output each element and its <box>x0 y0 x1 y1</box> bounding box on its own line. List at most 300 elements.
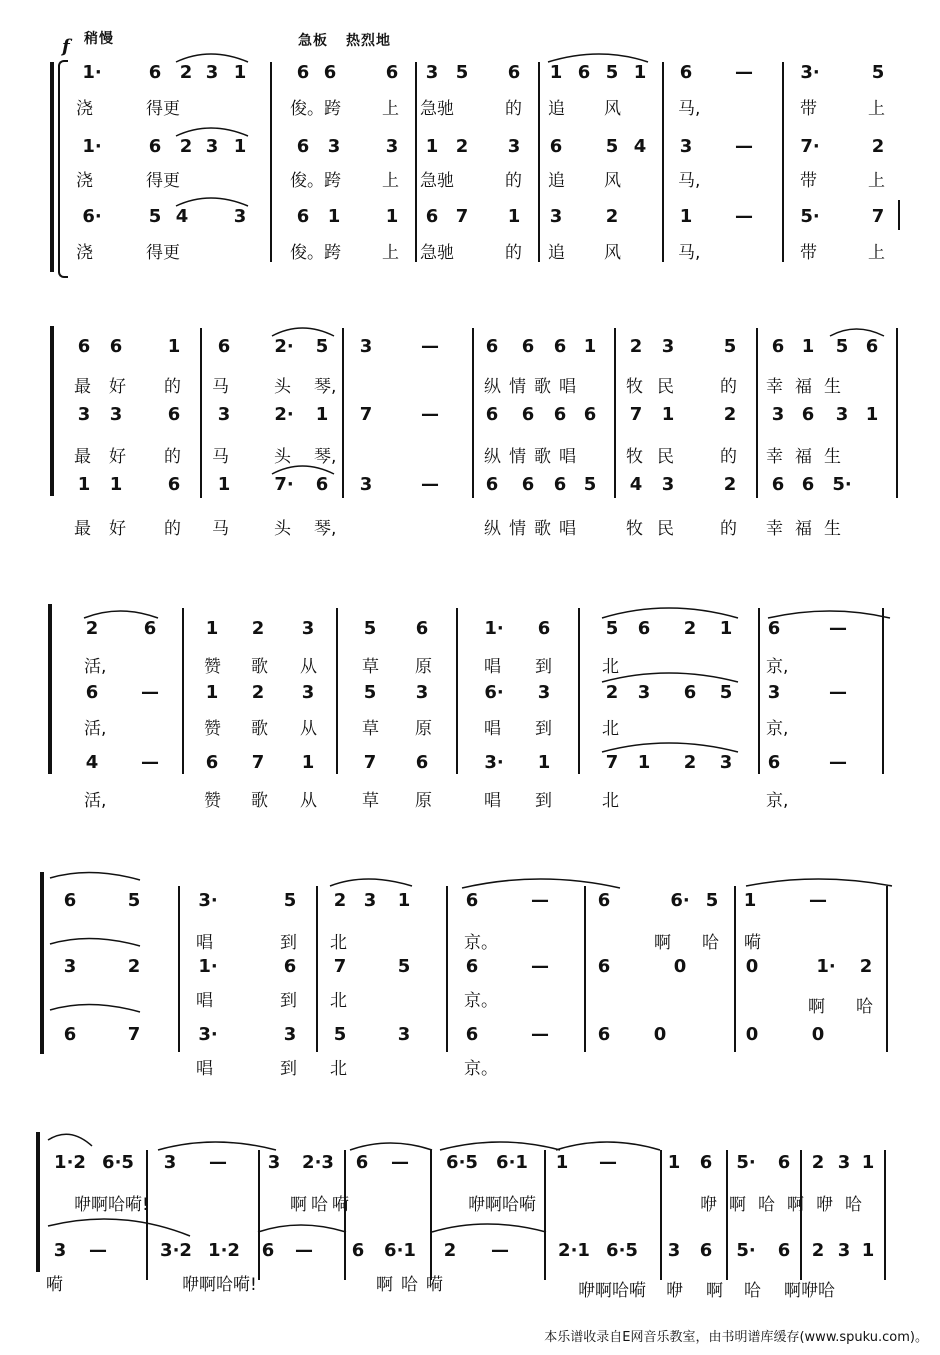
note: 6·5 <box>102 1152 134 1173</box>
lyric: 的 <box>505 243 522 263</box>
lyric: 咿啊哈啊咿哈 <box>700 1195 874 1215</box>
lyric: 牧民 <box>626 519 688 539</box>
note: — <box>209 1152 227 1173</box>
note: 5 <box>605 62 619 83</box>
note: 1 <box>633 62 647 83</box>
note: 3 <box>549 206 563 227</box>
note: 3 <box>385 136 399 157</box>
note: 6 <box>261 1240 275 1261</box>
note: 1·2 <box>208 1240 240 1261</box>
note: 1 <box>679 206 693 227</box>
lyric: 咿 <box>666 1281 683 1301</box>
note: — <box>141 682 159 703</box>
note: 6 <box>167 404 181 425</box>
note: 6 <box>699 1240 713 1261</box>
lyric: 纵情歌唱 <box>484 447 584 467</box>
note: — <box>531 890 549 911</box>
note: 6 <box>683 682 697 703</box>
lyric: 唱 <box>196 933 213 953</box>
note: 6 <box>485 404 499 425</box>
lyric: 琴, <box>314 377 337 397</box>
note: 3 <box>537 682 551 703</box>
footer-source-note: 本乐谱收录自E网音乐教室，由书明谱库缓存(www.spuku.com)。 <box>544 1330 928 1345</box>
lyric: 啊 <box>706 1281 723 1301</box>
note: 1 <box>865 404 879 425</box>
note: 2 <box>179 136 193 157</box>
lyric: 北 <box>602 657 619 677</box>
lyric: 从 <box>300 657 317 677</box>
note: 6 <box>465 1024 479 1045</box>
note: 5 <box>283 890 297 911</box>
note: 1 <box>667 1152 681 1173</box>
note: 1 <box>385 206 399 227</box>
note: — <box>421 336 439 357</box>
note: 6 <box>415 618 429 639</box>
note: 2 <box>251 618 265 639</box>
note: 6 <box>85 682 99 703</box>
lyric: 头 <box>274 447 291 467</box>
note: 3 <box>217 404 231 425</box>
lyric: 京。 <box>464 991 498 1011</box>
lyric: 啊咿哈 <box>784 1281 835 1301</box>
note: 1 <box>205 682 219 703</box>
lyric: 牧民 <box>626 447 688 467</box>
note: 6 <box>143 618 157 639</box>
note: 3 <box>771 404 785 425</box>
note: 7 <box>251 752 265 773</box>
note: 1 <box>397 890 411 911</box>
note: 1 <box>549 62 563 83</box>
note: 3 <box>301 618 315 639</box>
note: 3 <box>363 890 377 911</box>
lyric: 活, <box>84 719 107 739</box>
note: 6 <box>415 752 429 773</box>
lyric: 北 <box>330 991 347 1011</box>
note: 3 <box>719 752 733 773</box>
lyric: 追 <box>548 171 565 191</box>
note: 6 <box>771 336 785 357</box>
note: 2 <box>723 404 737 425</box>
note: 3 <box>835 404 849 425</box>
lyric: 马, <box>678 99 701 119</box>
note: 2 <box>85 618 99 639</box>
lyric: 幸福生 <box>766 447 853 467</box>
note: 6 <box>767 752 781 773</box>
lyric: 头 <box>274 377 291 397</box>
note: 5 <box>127 890 141 911</box>
note: 6 <box>865 336 879 357</box>
note: 2 <box>859 956 873 977</box>
note: 6 <box>699 1152 713 1173</box>
note: 6 <box>537 618 551 639</box>
lyric: 京。 <box>464 933 498 953</box>
note: 7 <box>333 956 347 977</box>
lyric: 俊。跨 <box>290 243 341 263</box>
note: 6 <box>205 752 219 773</box>
lyric: 幸福生 <box>766 519 853 539</box>
note: — <box>829 682 847 703</box>
note: 6 <box>637 618 651 639</box>
note: 6 <box>767 618 781 639</box>
note: 6 <box>283 956 297 977</box>
note: 6 <box>355 1152 369 1173</box>
lyric: 带 <box>800 243 817 263</box>
note: 1 <box>719 618 733 639</box>
note: 5 <box>363 618 377 639</box>
note: 6 <box>425 206 439 227</box>
note: — <box>491 1240 509 1261</box>
note: — <box>141 752 159 773</box>
note: 1 <box>637 752 651 773</box>
note: 3· <box>800 62 820 83</box>
note: — <box>809 890 827 911</box>
note: 3 <box>667 1240 681 1261</box>
note: 6 <box>553 336 567 357</box>
note: 5 <box>705 890 719 911</box>
note: 3· <box>198 890 218 911</box>
note: 3 <box>661 336 675 357</box>
note: — <box>295 1240 313 1261</box>
note: 1 <box>233 62 247 83</box>
note: 7 <box>629 404 643 425</box>
lyric: 唱到 <box>484 719 586 739</box>
lyric: 最好 <box>74 377 144 397</box>
note: 5 <box>583 474 597 495</box>
lyric: 北 <box>330 933 347 953</box>
note: 6 <box>167 474 181 495</box>
note: 5· <box>736 1152 756 1173</box>
note: 5 <box>605 618 619 639</box>
note: 2 <box>333 890 347 911</box>
note: 3 <box>359 336 373 357</box>
note: — <box>531 1024 549 1045</box>
note: 7· <box>800 136 820 157</box>
lyric: 得更 <box>146 243 180 263</box>
lyric: 得更 <box>146 99 180 119</box>
lyric: 俊。跨 <box>290 99 341 119</box>
note: 6 <box>521 474 535 495</box>
note: 7 <box>359 404 373 425</box>
note: 1 <box>233 136 247 157</box>
note: 7 <box>127 1024 141 1045</box>
lyric: 嗬 <box>46 1275 63 1295</box>
note: 3 <box>205 62 219 83</box>
lyric: 的 <box>720 377 737 397</box>
note: 6 <box>77 336 91 357</box>
lyric: 得更 <box>146 171 180 191</box>
note: 3 <box>77 404 91 425</box>
note: 7 <box>363 752 377 773</box>
lyric: 唱到 <box>484 657 586 677</box>
note: 0 <box>653 1024 667 1045</box>
note: — <box>829 752 847 773</box>
note: 6 <box>771 474 785 495</box>
note: 3 <box>661 474 675 495</box>
note: 3 <box>507 136 521 157</box>
note: 3 <box>767 682 781 703</box>
note: 2 <box>179 62 193 83</box>
note: 3·2 <box>160 1240 192 1261</box>
note: 1 <box>801 336 815 357</box>
note: 1 <box>301 752 315 773</box>
note: 2·3 <box>302 1152 334 1173</box>
note: 5· <box>832 474 852 495</box>
note: 1 <box>217 474 231 495</box>
lyric: 唱 <box>196 1059 213 1079</box>
lyric: 马 <box>212 447 229 467</box>
lyric: 北 <box>330 1059 347 1079</box>
note: 2 <box>683 618 697 639</box>
lyric: 赞歌 <box>204 791 298 811</box>
note: 2· <box>274 336 294 357</box>
note: 5 <box>455 62 469 83</box>
note: 2 <box>605 206 619 227</box>
lyric: 上 <box>382 243 399 263</box>
note: — <box>531 956 549 977</box>
lyric: 京, <box>766 791 789 811</box>
note: 2 <box>605 682 619 703</box>
note: 3 <box>283 1024 297 1045</box>
note: 1·2 <box>54 1152 86 1173</box>
note: — <box>391 1152 409 1173</box>
note: 1 <box>507 206 521 227</box>
lyric: 急驰 <box>420 99 454 119</box>
note: 0 <box>811 1024 825 1045</box>
note: 7 <box>455 206 469 227</box>
note: 6 <box>521 336 535 357</box>
note: 5 <box>835 336 849 357</box>
note: 1 <box>861 1240 875 1261</box>
note: 2 <box>629 336 643 357</box>
lyric: 琴, <box>314 519 337 539</box>
note: 6 <box>521 404 535 425</box>
note: 6 <box>679 62 693 83</box>
lyric: 上 <box>868 99 885 119</box>
note: — <box>735 206 753 227</box>
note: — <box>735 136 753 157</box>
lyric: 的 <box>505 171 522 191</box>
note: 6· <box>82 206 102 227</box>
note: 6 <box>597 1024 611 1045</box>
note: 3 <box>327 136 341 157</box>
note: 6 <box>553 404 567 425</box>
note: 1· <box>82 62 102 83</box>
note: 0 <box>745 956 759 977</box>
note: 3 <box>233 206 247 227</box>
lyric: 从 <box>300 719 317 739</box>
lyric: 追 <box>548 99 565 119</box>
note: 5 <box>315 336 329 357</box>
lyric: 上 <box>868 243 885 263</box>
lyric: 唱到 <box>484 791 586 811</box>
lyric: 急驰 <box>420 243 454 263</box>
note: — <box>421 474 439 495</box>
note: 1 <box>661 404 675 425</box>
note: 1 <box>77 474 91 495</box>
note: 5 <box>397 956 411 977</box>
note: 6 <box>507 62 521 83</box>
note: 6 <box>323 62 337 83</box>
lyric: 京, <box>766 657 789 677</box>
tempo-fast: 急板 <box>298 33 328 49</box>
note: 6·5 <box>606 1240 638 1261</box>
lyric: 赞歌 <box>204 719 298 739</box>
lyric: 急驰 <box>420 171 454 191</box>
note: 4 <box>633 136 647 157</box>
note: 6 <box>148 62 162 83</box>
note: 3 <box>267 1152 281 1173</box>
dynamic-forte: f <box>62 36 70 57</box>
note: 6 <box>465 890 479 911</box>
note: 6·1 <box>384 1240 416 1261</box>
lyric: 最好 <box>74 447 144 467</box>
note: 2 <box>683 752 697 773</box>
note: 2 <box>455 136 469 157</box>
note: 6 <box>485 336 499 357</box>
note: 6 <box>777 1152 791 1173</box>
lyric: 马, <box>678 243 701 263</box>
note: 6 <box>801 404 815 425</box>
note: 3 <box>53 1240 67 1261</box>
note: 7 <box>605 752 619 773</box>
lyric: 的 <box>505 99 522 119</box>
note: 3· <box>484 752 504 773</box>
note: 6· <box>670 890 690 911</box>
note: 6 <box>148 136 162 157</box>
note: — <box>89 1240 107 1261</box>
note: 2· <box>274 404 294 425</box>
lyric: 啊哈嗬 <box>376 1275 451 1295</box>
lyric: 的 <box>720 447 737 467</box>
note: 6 <box>597 956 611 977</box>
lyric: 赞歌 <box>204 657 298 677</box>
note: 7 <box>871 206 885 227</box>
note: 3 <box>837 1240 851 1261</box>
lyric: 纵情歌唱 <box>484 377 584 397</box>
lyric: 风 <box>604 99 621 119</box>
note: 5 <box>723 336 737 357</box>
note: 1 <box>537 752 551 773</box>
note: 6 <box>63 890 77 911</box>
lyric: 纵情歌唱 <box>484 519 584 539</box>
lyric: 马 <box>212 377 229 397</box>
lyric: 活, <box>84 657 107 677</box>
lyric: 最好 <box>74 519 144 539</box>
note: 4 <box>85 752 99 773</box>
note: 2 <box>127 956 141 977</box>
note: 3 <box>205 136 219 157</box>
note: 4 <box>175 206 189 227</box>
lyric: 京。 <box>464 1059 498 1079</box>
note: 1 <box>205 618 219 639</box>
note: 6·1 <box>496 1152 528 1173</box>
lyric: 追 <box>548 243 565 263</box>
lyric: 哈 <box>702 933 719 953</box>
note: 3 <box>415 682 429 703</box>
lyric: 琴, <box>314 447 337 467</box>
note: 3 <box>637 682 651 703</box>
lyric: 啊 <box>808 997 825 1017</box>
note: 1 <box>327 206 341 227</box>
lyric: 头 <box>274 519 291 539</box>
lyric: 到 <box>280 991 297 1011</box>
lyric: 带 <box>800 171 817 191</box>
note: 3 <box>359 474 373 495</box>
lyric: 上 <box>382 99 399 119</box>
note: 0 <box>673 956 687 977</box>
note: 6 <box>109 336 123 357</box>
lyric: 风 <box>604 243 621 263</box>
note: 6· <box>484 682 504 703</box>
note: 4 <box>629 474 643 495</box>
note: 2 <box>811 1240 825 1261</box>
lyric: 草原 <box>362 657 468 677</box>
note: 6 <box>577 62 591 83</box>
note: 3 <box>679 136 693 157</box>
note: 5· <box>736 1240 756 1261</box>
lyric: 哈 <box>744 1281 761 1301</box>
note: 2 <box>251 682 265 703</box>
lyric: 活, <box>84 791 107 811</box>
note: 3 <box>109 404 123 425</box>
note: 1 <box>555 1152 569 1173</box>
note: 5 <box>605 136 619 157</box>
note: 6 <box>485 474 499 495</box>
lyric: 上 <box>382 171 399 191</box>
lyric: 京, <box>766 719 789 739</box>
lyric: 的 <box>164 519 181 539</box>
lyric: 马 <box>212 519 229 539</box>
lyric: 咿啊哈嗬 <box>578 1281 646 1301</box>
note: 6 <box>217 336 231 357</box>
note: 6 <box>351 1240 365 1261</box>
note: 1 <box>109 474 123 495</box>
note: 1 <box>167 336 181 357</box>
lyric: 的 <box>164 447 181 467</box>
note: 6 <box>549 136 563 157</box>
note: 0 <box>745 1024 759 1045</box>
lyric: 哈 <box>856 997 873 1017</box>
note: 6 <box>315 474 329 495</box>
note: 7· <box>274 474 294 495</box>
lyric: 草原 <box>362 791 468 811</box>
note: 5 <box>333 1024 347 1045</box>
lyric: 俊。跨 <box>290 171 341 191</box>
note: 6 <box>777 1240 791 1261</box>
note: 3 <box>301 682 315 703</box>
lyric: 到 <box>280 933 297 953</box>
lyric: 浇 <box>76 99 93 119</box>
note: 1 <box>861 1152 875 1173</box>
lyric: 咿啊哈嗬 <box>468 1195 536 1215</box>
note: 1 <box>315 404 329 425</box>
lyric: 草原 <box>362 719 468 739</box>
note: 6 <box>385 62 399 83</box>
lyric: 北 <box>602 791 619 811</box>
lyric: 马, <box>678 171 701 191</box>
note: 6·5 <box>446 1152 478 1173</box>
note: 6 <box>465 956 479 977</box>
lyric: 啊哈嗬 <box>290 1195 353 1215</box>
note: 6 <box>801 474 815 495</box>
note: — <box>735 62 753 83</box>
lyric: 北 <box>602 719 619 739</box>
lyric: 到 <box>280 1059 297 1079</box>
note: 2·1 <box>558 1240 590 1261</box>
tempo-fast-expression: 热烈地 <box>346 33 391 49</box>
note: 1 <box>583 336 597 357</box>
note: 6 <box>583 404 597 425</box>
